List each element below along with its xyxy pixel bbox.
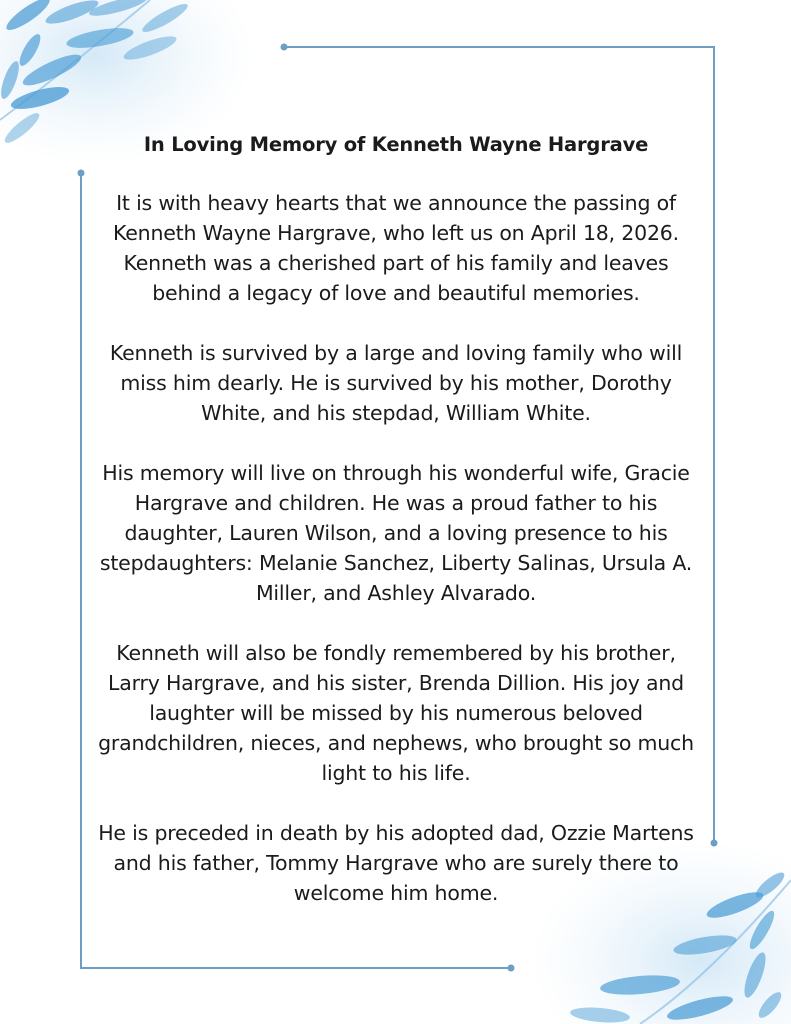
obituary-text (96, 128, 696, 938)
paragraph-survived-by: Kenneth is survived by a large and loving family who will miss him dearly. He is survived by his mother, Dorothy White, and his stepdad, William White. (109, 341, 683, 425)
paragraph-siblings-grandchildren: Kenneth will also be fondly remembered by his brother, Larry Hargrave, and his sister, Brenda Dillion. His joy and laughter will be missed by his numerous beloved grandchildren, nieces, and nephews, who brought so much light to his life. (98, 641, 694, 785)
page-title: In Loving Memory of Kenneth Wayne Hargrave (143, 133, 649, 156)
paragraph-preceded-in-death: He is preceded in death by his adopted dad, Ozzie Martens and his father, Tommy Hargrave who are surely there to welcome him home. (98, 821, 694, 905)
paragraph-announcement: It is with heavy hearts that we announce the passing of Kenneth Wayne Hargrave, who left us on April 18, 2026. Kenneth was a cherished part of his family and leaves behind a legacy of love and beautiful memories. (113, 191, 679, 305)
paragraph-wife-children: His memory will live on through his wonderful wife, Gracie Hargrave and children. He was a proud father to his daughter, Lauren Wilson, and a loving presence to his stepdaughters: Melanie Sanchez, Liberty Salinas, Ursula A. Miller, and Ashley Alvarado. (99, 461, 693, 605)
